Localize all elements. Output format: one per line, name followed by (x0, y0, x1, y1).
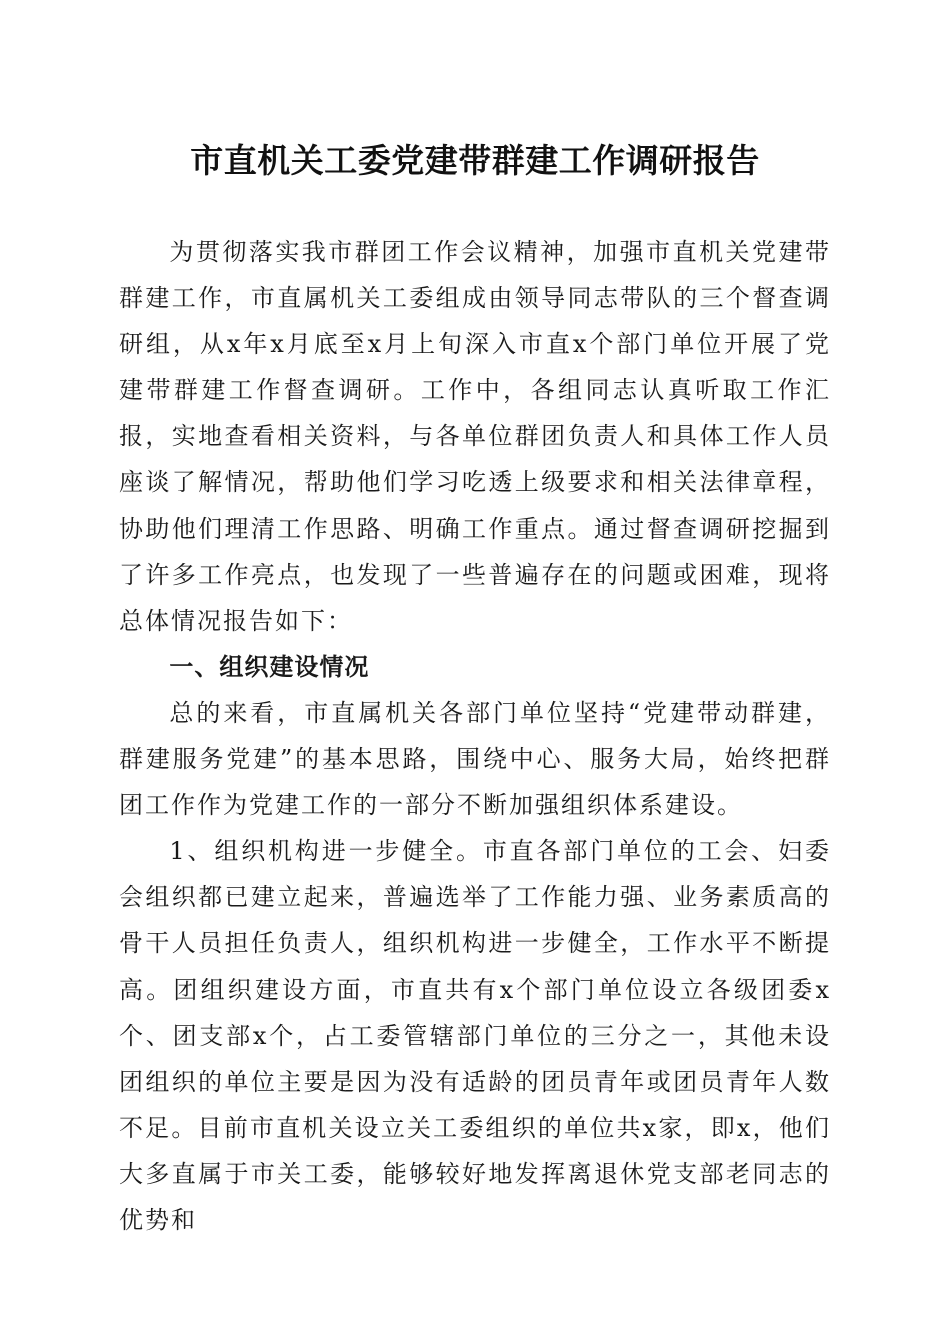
point-1-paragraph: 1、组织机构进一步健全。市直各部门单位的工会、妇委会组织都已建立起来，普遍选举了工作能力强、业务素质高的骨干人员担任负责人，组织机构进一步健全，工作水平不断提高。团组织建设方面，市直共有x个部门单位设立各级团委x个、团支部x个，占工委管辖部门单位的三分之一，其他未设团组织的单位主要是因为没有适龄的团员青年或团员青年人数不足。目前市直机关设立关工委组织的单位共x家，即x，他们大多直属于市关工委，能够较好地发挥离退休党支部老同志的优势和 (119, 837, 831, 1234)
summary-paragraph: 总的来看，市直属机关各部门单位坚持“党建带动群建，群建服务党建”的基本思路，围绕中心、服务大局，始终把群团工作作为党建工作的一部分不断加强组织体系建设。 (119, 698, 831, 820)
document-body (119, 229, 831, 1243)
section-heading: 一、组织建设情况 (169, 652, 370, 681)
document-title: 市直机关工委党建带群建工作调研报告 (190, 141, 760, 180)
intro-paragraph: 为贯彻落实我市群团工作会议精神，加强市直机关党建带群建工作，市直属机关工委组成由领导同志带队的三个督查调研组，从x年x月底至x月上旬深入市直x个部门单位开展了党建带群建工作督查调研。工作中，各组同志认真听取工作汇报，实地查看相关资料，与各单位群团负责人和具体工作人员座谈了解情况，帮助他们学习吃透上级要求和相关法律章程，协助他们理清工作思路、明确工作重点。通过督查调研挖掘到了许多工作亮点，也发现了一些普遍存在的问题或困难，现将总体情况报告如下： (119, 238, 831, 635)
